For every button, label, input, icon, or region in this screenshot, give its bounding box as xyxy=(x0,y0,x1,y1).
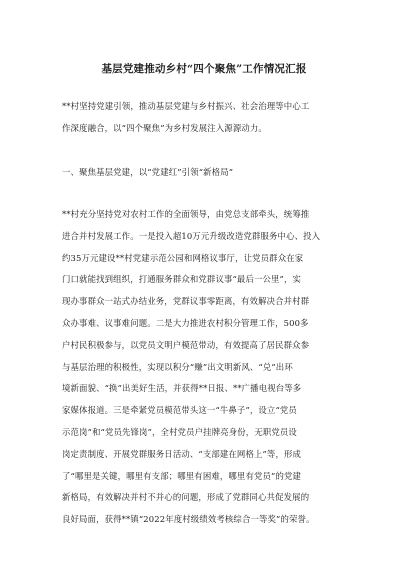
body-line: 示范岗”和“党员先锋岗”，全村党员户挂牌亮身份，无职党员设 xyxy=(62,426,297,437)
body-line: 众办事难、议事难问题。二是大力推进农村积分管理工作，500多 xyxy=(62,317,309,328)
body-line: 门口就能找到组织，打通服务群众和党群议事“最后一公里”，实 xyxy=(62,274,302,285)
body-line: 约35万元建设**村党建示范公园和网格议事厅，让党员群众在家 xyxy=(62,252,304,263)
body-line: 了“哪里是关键，哪里有支部；哪里有困难，哪里有党员”的党建 xyxy=(62,470,302,481)
body-paragraph xyxy=(62,204,352,531)
intro-line: **村坚持党建引领，推动基层党建与乡村振兴、社会治理等中心工 xyxy=(62,101,310,111)
section-heading-text: 一、聚焦基层党建，以“党建红”引领“新格局” xyxy=(62,167,234,177)
body-line: 进合并村发展工作。一是投入超10万元升级改造党群服务中心、投入 xyxy=(62,230,321,241)
body-line: **村充分坚持党对农村工作的全面领导，由党总支部牵头，统筹推 xyxy=(62,209,310,219)
body-line: 岗定责制度、开展党群服务日活动、“支部建在网格上”等，形成 xyxy=(62,448,302,459)
body-line: 与基层治理的积极性，实现以积分“赚”出文明新风、“兑”出环 xyxy=(62,361,293,372)
body-line: 家媒体报道。三是牵紧党员模范带头这一“牛鼻子”，设立“党员 xyxy=(62,405,297,416)
body-line: 境新面貌、“换”出美好生活，并获得**日报、**广播电视台等多 xyxy=(62,383,302,394)
document-title: 基层党建推动乡村“四个聚焦”工作情况汇报 xyxy=(101,63,307,75)
section-heading xyxy=(62,162,352,184)
body-line: 现办事群众一站式办结业务，党群议事零距离，有效解决合并村群 xyxy=(62,296,310,307)
body-line: 良好局面，获得**镇“2022年度村级绩效考核综合一等奖”的荣誉。 xyxy=(62,514,315,525)
body-line: 新格局，有效解决并村不并心的问题，形成了党群同心共促发展的 xyxy=(62,492,310,503)
intro-paragraph xyxy=(62,96,352,140)
intro-line: 作深度融合，以“四个聚焦”为乡村发展注入源源动力。 xyxy=(62,122,267,133)
body-line: 户村民积极参与，以党员文明户模范带动，有效提高了居民群众参 xyxy=(62,339,310,350)
